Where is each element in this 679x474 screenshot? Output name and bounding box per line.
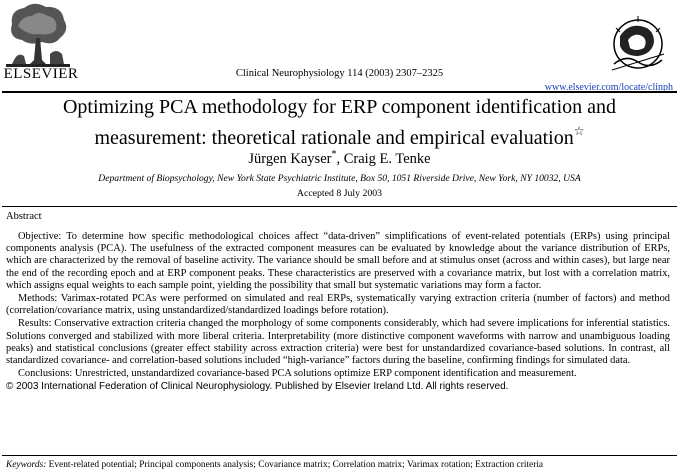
article-title (0, 95, 679, 150)
section-text: : Conservative extraction criteria changed the morphology of some components considerably, which had severe implications for inferential statistics. Solutions converged and stabilized with more liberal criteria. Interpretability (more distinctive component waveforms with narrow and unambiguous loading peaks) and statistical conclusions (greater effect stability across extraction criteria) were best for unstandardized covariance-based solutions. In contrast, all standardized covariance- and correlation-based solutions included “high-variance” factors during the baseline, confirming findings for simulated data. (6, 318, 670, 367)
elsevier-tree-logo (4, 2, 72, 68)
author-tenke: Craig E. Tenke (343, 150, 431, 167)
keywords-divider (2, 455, 677, 456)
keywords-label: Keywords: (6, 460, 47, 470)
corresponding-author-mark[interactable]: * (331, 149, 337, 160)
journal-reference: Clinical Neurophysiology 114 (2003) 2307–2325 (235, 68, 444, 79)
keywords-line (6, 460, 543, 470)
section-label: Objective (18, 231, 59, 242)
abstract-body (6, 231, 670, 395)
abstract-divider (2, 206, 677, 207)
author-affiliation: Department of Biopsychology, New York State Psychiatric Institute, Box 50, 1051 Riverside Drive, New York, NY 10032, USA (98, 173, 581, 184)
accepted-date: Accepted 8 July 2003 (296, 188, 383, 199)
copyright-notice: © 2003 International Federation of Clinical Neurophysiology. Published by Elsevier Ireland Ltd. All rights reserved. (6, 381, 509, 393)
title-line-2 (0, 119, 679, 150)
section-text: : Varimax-rotated PCAs were performed on simulated and real ERPs, systematically varying extraction criteria (number of factors) and method (correlation/covariance matrix, using unstandardized/standardized loadings before rotation). (6, 293, 670, 317)
publisher-name: ELSEVIER (3, 66, 79, 82)
title-line-1: Optimizing PCA methodology for ERP component identification and (62, 96, 617, 118)
journal-url-link[interactable]: www.elsevier.com/locate/clinph (544, 82, 673, 93)
section-label: Methods (18, 293, 55, 305)
author-kayser: Jürgen Kayser (248, 150, 332, 167)
title-footnote-star-icon[interactable]: ☆ (573, 124, 585, 138)
section-label: Conclusions (18, 368, 70, 380)
section-text: : Unrestricted, unstandardized covariance-based PCA solutions optimize ERP component identification and measurement. (69, 368, 577, 380)
author-separator: , (336, 150, 344, 167)
section-label: Results (18, 318, 49, 330)
header-divider (2, 91, 677, 93)
section-text: : To determine how specific methodological choices affect “data-driven” simplifications of event-related potentials (ERPs) using principal components analysis (PCA). The usefulness of the extracted component measures can be evaluated by knowledge about the variance distribution of ERPs, which are characterized by the removal of baseline activity. The variance should be small before and at stimulus onset (across and within cases), but large near the end of the recording epoch and at ERP component peaks. These characteristics are preserved with a covariance matrix, but lost with a correlation matrix, which assigns equal weights to each sample point, yielding the possibility that small but systematic variations may form a factor. (6, 231, 670, 291)
abstract-heading: Abstract (6, 211, 42, 222)
abstract-objective (6, 231, 670, 292)
title-line-2-text: measurement: theoretical rationale and empirical evaluation (94, 127, 574, 149)
abstract-methods (6, 293, 670, 317)
author-list (0, 149, 679, 168)
abstract-results (6, 318, 670, 367)
journal-logo (608, 14, 668, 78)
abstract-conclusions (6, 368, 670, 380)
keywords-list: Event-related potential; Principal components analysis; Covariance matrix; Correlation matrix; Varimax rotation; Extraction criteria (48, 460, 544, 470)
